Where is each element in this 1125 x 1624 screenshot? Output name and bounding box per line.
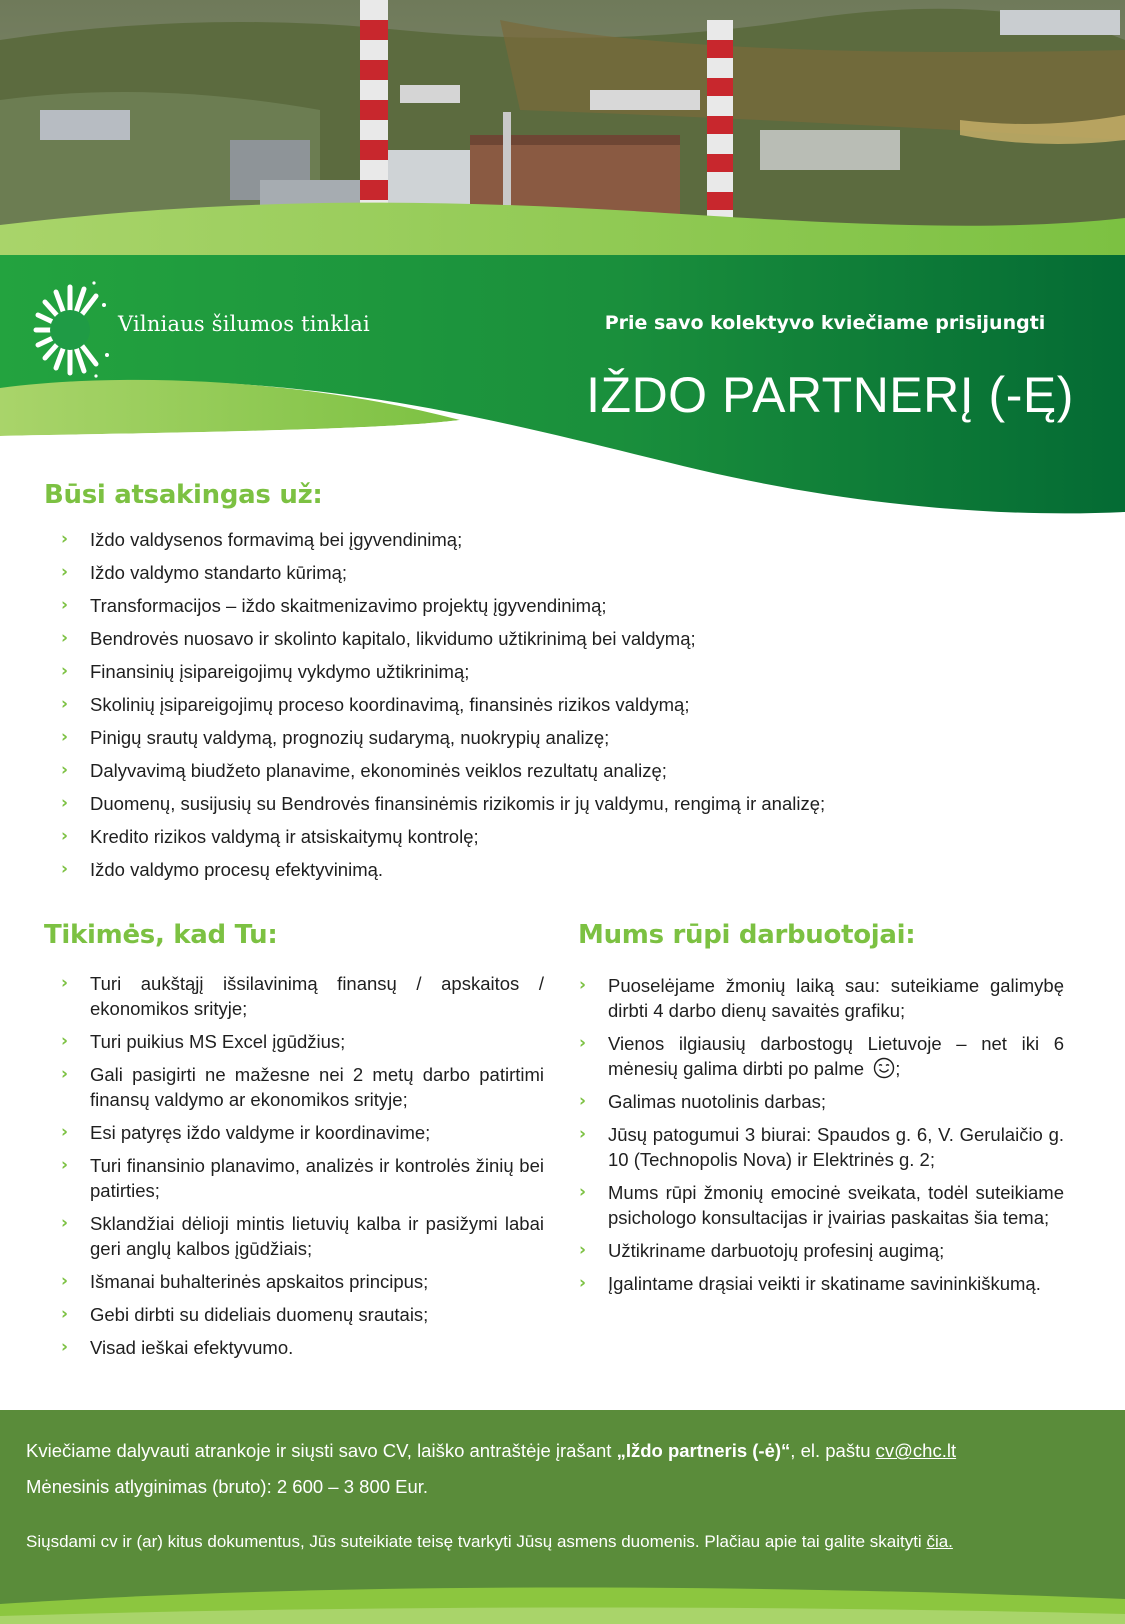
list-item: › Puoselėjame žmonių laiką sau: suteikiame galimybę dirbti 4 darbo dienų savaitės grafiku; xyxy=(579,975,1064,1021)
expectations-list xyxy=(44,971,544,1368)
list-item: › Užtikriname darbuotojų profesinį augimą; xyxy=(579,1240,945,1261)
list-item: › Bendrovės nuosavo ir skolinto kapitalo, likvidumo užtikrinimą bei valdymą; xyxy=(61,628,696,649)
chevron-right-icon: › xyxy=(61,562,69,582)
list-item: › Finansinių įsipareigojimų vykdymo užtikrinimą; xyxy=(61,661,470,682)
list-item: › Iždo valdymo standarto kūrimą; xyxy=(61,562,348,583)
chevron-right-icon: › xyxy=(61,1213,69,1233)
responsibilities-list xyxy=(44,527,1044,890)
sunburst-logo-icon xyxy=(28,275,112,385)
list-item: › Duomenų, susijusių su Bendrovės finansinėmis rizikomis ir jų valdymu, rengimą ir analizę; xyxy=(61,793,826,814)
list-item: › Vienos ilgiausių darbostogų Lietuvoje – net iki 6 mėnesių galima dirbti po palme ; xyxy=(579,1033,1064,1079)
chevron-right-icon: › xyxy=(579,1091,587,1111)
chevron-right-icon: › xyxy=(61,1064,69,1084)
list-item: › Iždo valdysenos formavimą bei įgyvendinimą; xyxy=(61,529,463,550)
list-item: › Turi puikius MS Excel įgūdžius; xyxy=(61,1031,346,1052)
privacy-text: Siųsdami cv ir (ar) kitus dokumentus, Jūs suteikiate teisę tvarkyti Jūsų asmens duomenis. Plačiau apie tai galite skaityti čia. xyxy=(26,1532,953,1551)
chevron-right-icon: › xyxy=(61,859,69,879)
chevron-right-icon: › xyxy=(61,1271,69,1291)
list-item: › Turi finansinio planavimo, analizės ir kontrolės žinių bei patirties; xyxy=(61,1155,544,1201)
invite-text: Prie savo kolektyvo kviečiame prisijungti xyxy=(604,312,1046,334)
chevron-right-icon: › xyxy=(579,1124,587,1144)
job-title: IŽDO PARTNERĮ (-Ę) xyxy=(586,367,1074,423)
email-link[interactable]: cv@chc.lt xyxy=(875,1440,957,1461)
chevron-right-icon: › xyxy=(61,826,69,846)
chevron-right-icon: › xyxy=(61,1122,69,1142)
smiley-wink-icon xyxy=(873,1057,895,1079)
chevron-right-icon: › xyxy=(61,628,69,648)
list-item: › Pinigų srautų valdymą, prognozių sudarymą, nuokrypių analizę; xyxy=(61,727,610,748)
company-logo xyxy=(28,275,368,385)
chevron-right-icon: › xyxy=(61,694,69,714)
logo-text: Vilniaus šilumos tinklai xyxy=(118,312,370,336)
list-item: › Gebi dirbti su dideliais duomenų srautais; xyxy=(61,1304,429,1325)
chevron-right-icon: › xyxy=(579,1240,587,1260)
chevron-right-icon: › xyxy=(61,793,69,813)
chevron-right-icon: › xyxy=(61,1304,69,1324)
chevron-right-icon: › xyxy=(61,661,69,681)
list-item: › Turi aukštąjį išsilavinimą finansų / apskaitos / ekonomikos srityje; xyxy=(61,973,544,1019)
list-item: › Jūsų patogumui 3 biurai: Spaudos g. 6, V. Gerulaičio g. 10 (Technopolis Nova) ir Elektrinės g. 2; xyxy=(579,1124,1064,1170)
responsibilities-title: Būsi atsakingas už: xyxy=(44,480,323,510)
chevron-right-icon: › xyxy=(579,1273,587,1293)
footer-band xyxy=(0,1410,1125,1624)
list-item: › Visad ieškai efektyvumo. xyxy=(61,1337,294,1358)
list-item: › Įgalintame drąsiai veikti ir skatiname savininkiškumą. xyxy=(579,1273,1041,1294)
salary-text: Mėnesinis atlyginimas (bruto): 2 600 – 3 800 Eur. xyxy=(26,1476,429,1497)
list-item: › Transformacijos – iždo skaitmenizavimo projektų įgyvendinimą; xyxy=(61,595,607,616)
list-item: › Galimas nuotolinis darbas; xyxy=(579,1091,826,1112)
list-item: › Mums rūpi žmonių emocinė sveikata, todėl suteikiame psichologo konsultacijas ir įvairias paskaitas šia tema; xyxy=(579,1182,1064,1228)
chevron-right-icon: › xyxy=(61,1155,69,1175)
chevron-right-icon: › xyxy=(61,727,69,747)
list-item: › Esi patyręs iždo valdyme ir koordinavime; xyxy=(61,1122,431,1143)
chevron-right-icon: › xyxy=(61,973,69,993)
expectations-title: Tikimės, kad Tu: xyxy=(44,920,278,950)
benefits-title: Mums rūpi darbuotojai: xyxy=(578,920,916,950)
benefits-list xyxy=(562,973,1064,1304)
chevron-right-icon: › xyxy=(579,1033,587,1053)
chevron-right-icon: › xyxy=(579,1182,587,1202)
header-green-waves xyxy=(0,0,1125,520)
chevron-right-icon: › xyxy=(61,760,69,780)
list-item: › Išmanai buhalterinės apskaitos principus; xyxy=(61,1271,429,1292)
privacy-link[interactable]: čia. xyxy=(926,1532,953,1551)
list-item: › Gali pasigirti ne mažesne nei 2 metų darbo patirtimi finansų valdymo ar ekonomikos srityje; xyxy=(61,1064,544,1110)
list-item: › Kredito rizikos valdymą ir atsiskaitymų kontrolę; xyxy=(61,826,479,847)
apply-text: Kviečiame dalyvauti atrankoje ir siųsti savo CV, laiško antraštėje įrašant „Iždo partneris (-ė)“, el. paštu cv@chc.lt xyxy=(26,1440,957,1461)
list-item: › Iždo valdymo procesų efektyvinimą. xyxy=(61,859,384,880)
list-item: › Skolinių įsipareigojimų proceso koordinavimą, finansinės rizikos valdymą; xyxy=(61,694,690,715)
chevron-right-icon: › xyxy=(579,975,587,995)
chevron-right-icon: › xyxy=(61,1337,69,1357)
chevron-right-icon: › xyxy=(61,1031,69,1051)
list-item: › Dalyvavimą biudžeto planavime, ekonominės veiklos rezultatų analizę; xyxy=(61,760,667,781)
chevron-right-icon: › xyxy=(61,529,69,549)
list-item: › Sklandžiai dėlioji mintis lietuvių kalba ir pasižymi labai geri anglų kalbos įgūdžiais; xyxy=(61,1213,544,1259)
footer-wave xyxy=(0,1574,1125,1624)
chevron-right-icon: › xyxy=(61,595,69,615)
